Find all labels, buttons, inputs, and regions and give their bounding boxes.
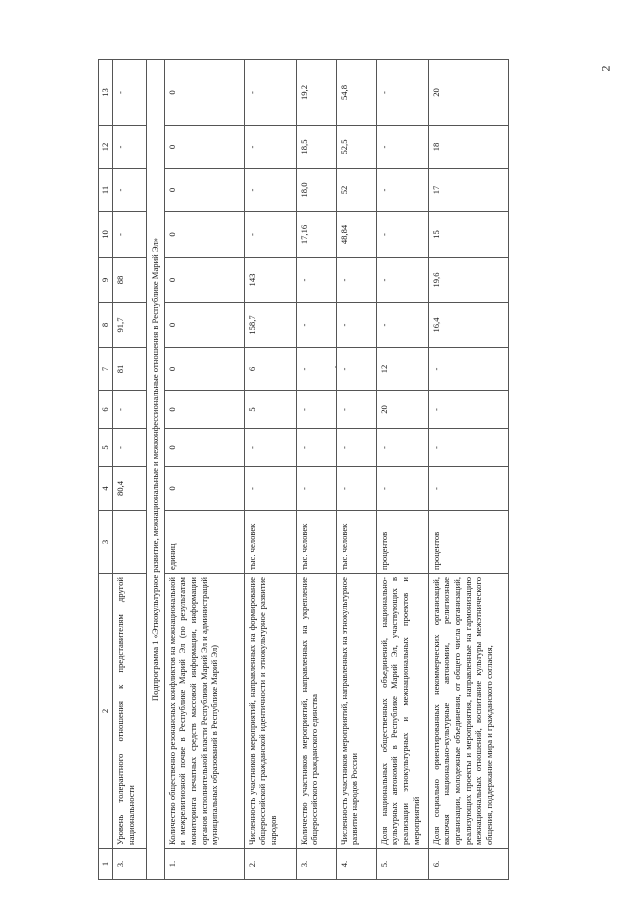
table-row (336, 60, 376, 880)
table-row (113, 60, 147, 880)
value-cell: - (244, 60, 296, 126)
value-cell: 20 (376, 391, 428, 429)
column-header: 9 (99, 258, 113, 303)
row-number: 3. (296, 849, 336, 880)
indicator-name: Количество участников мероприятий, направленных на укрепление общероссийского гражданского единства (296, 574, 336, 849)
value-cell: - (296, 303, 336, 348)
value-cell: 52,5 (336, 126, 376, 169)
value-cell: - (113, 169, 147, 212)
value-cell: - (428, 391, 508, 429)
value-cell: - (296, 391, 336, 429)
value-cell: - (376, 303, 428, 348)
value-cell: - (336, 429, 376, 467)
value-cell: 0 (164, 212, 244, 258)
value-cell: 0 (164, 60, 244, 126)
value-cell: 88 (113, 258, 147, 303)
table-row (244, 60, 296, 880)
value-cell: 0 (164, 169, 244, 212)
value-cell: 48,84 (336, 212, 376, 258)
indicator-name: Численность участников мероприятий, направленных на формирование общероссийской гражданской идентичности и этнокультурное развитие народов (244, 574, 296, 849)
value-cell: - (376, 169, 428, 212)
value-cell: 91,7 (113, 303, 147, 348)
value-cell: 158,7 (244, 303, 296, 348)
column-header: 5 (99, 429, 113, 467)
value-cell: - (113, 212, 147, 258)
value-cell: 17,16 (296, 212, 336, 258)
table-row (296, 60, 336, 880)
table-row (164, 60, 244, 880)
column-header: 13 (99, 60, 113, 126)
value-cell: 0 (164, 258, 244, 303)
value-cell: - (244, 212, 296, 258)
unit-cell (113, 511, 147, 574)
indicator-name: Уровень толерантного отношения к представителям другой национальности (113, 574, 147, 849)
indicator-name: Доля социально ориентированных некоммерческих организаций, включая национально-культурные автономии, религиозные организации, молодежные объединения, от общего числа организаций, реализующих проекты и мероприятия, направленные на гармонизацию межнациональных отношений, воспитание культуры межэтнического общения, поддержание мира и гражданского согласия, (428, 574, 508, 849)
indicator-name: Доля национальных общественных объединений, национально-культурных автономий в Республике Марий Эл, участвующих в реализации этнокультурных и межнациональных проектов и мероприятий (376, 574, 428, 849)
value-cell: 54,8 (336, 60, 376, 126)
value-cell: - (113, 60, 147, 126)
value-cell: - (244, 169, 296, 212)
value-cell: - (244, 467, 296, 511)
value-cell: 20 (428, 60, 508, 126)
value-cell: - (244, 429, 296, 467)
value-cell: 19,6 (428, 258, 508, 303)
value-cell: 18,5 (296, 126, 336, 169)
value-cell: - (113, 429, 147, 467)
row-number: 1. (164, 849, 244, 880)
row-number: 5. (376, 849, 428, 880)
value-cell: - (336, 467, 376, 511)
unit-cell: тыс. человек (244, 511, 296, 574)
value-cell: 16,4 (428, 303, 508, 348)
rotated-table-container (98, 60, 594, 880)
value-cell: 17 (428, 169, 508, 212)
value-cell: - (376, 429, 428, 467)
indicator-name: Численность участников мероприятий, направленных на этнокультурное развитие народов России (336, 574, 376, 849)
value-cell: - (113, 126, 147, 169)
unit-cell: тыс. человек (336, 511, 376, 574)
column-header: 10 (99, 212, 113, 258)
unit-cell: процентов (376, 511, 428, 574)
value-cell: - (244, 126, 296, 169)
row-number: 4. (336, 849, 376, 880)
value-cell: - (376, 60, 428, 126)
subprogram-title-row (147, 60, 165, 880)
value-cell: - (296, 429, 336, 467)
value-cell: 0 (164, 303, 244, 348)
value-cell: 6 (244, 348, 296, 391)
value-cell: 81 (113, 348, 147, 391)
row-number: 3. (113, 849, 147, 880)
value-cell: - (336, 303, 376, 348)
value-cell: 15 (428, 212, 508, 258)
column-header: 7 (99, 348, 113, 391)
page-number: 2 (598, 65, 613, 72)
subprogram-title: Подпрограмма 1 «Этнокультурное развитие, межнациональные и межконфессиональные отношения в Республике Марий Эл» (147, 60, 165, 880)
indicator-name: Количество общественно резонансных конфликтов на межнациональной и межрелигиозной почве в Республике Марий Эл (по результатам мониторинга печатных средств массовой информации, информации органов исполнительной власти Республики Марий Эл и администраций муниципальных образований в Республике Марий Эл) (164, 574, 244, 849)
value-cell: 80,4 (113, 467, 147, 511)
column-header: 8 (99, 303, 113, 348)
column-header: 6 (99, 391, 113, 429)
value-cell: 5 (244, 391, 296, 429)
column-header: 12 (99, 126, 113, 169)
value-cell: - (376, 258, 428, 303)
unit-cell: тыс. человек (296, 511, 336, 574)
value-cell: 0 (164, 429, 244, 467)
value-cell: 0 (164, 391, 244, 429)
indicators-table (98, 59, 509, 880)
value-cell: 143 (244, 258, 296, 303)
value-cell: - (336, 348, 376, 391)
value-cell: - (428, 348, 508, 391)
value-cell: - (428, 467, 508, 511)
value-cell: 0 (164, 467, 244, 511)
value-cell: - (336, 391, 376, 429)
value-cell: 52 (336, 169, 376, 212)
value-cell: - (296, 258, 336, 303)
value-cell: - (296, 467, 336, 511)
value-cell: 12 (376, 348, 428, 391)
row-number: 2. (244, 849, 296, 880)
table-row (428, 60, 508, 880)
column-header: 2 (99, 574, 113, 849)
value-cell: - (376, 212, 428, 258)
value-cell: 0 (164, 348, 244, 391)
value-cell: - (376, 467, 428, 511)
value-cell: - (428, 429, 508, 467)
value-cell: 18,0 (296, 169, 336, 212)
value-cell: 19,2 (296, 60, 336, 126)
column-header: 1 (99, 849, 113, 880)
value-cell: - (296, 348, 336, 391)
table-header-row (99, 60, 113, 880)
value-cell: 0 (164, 126, 244, 169)
value-cell: - (336, 258, 376, 303)
value-cell: - (376, 126, 428, 169)
column-header: 4 (99, 467, 113, 511)
unit-cell: процентов (428, 511, 508, 574)
column-header: 3 (99, 511, 113, 574)
column-header: 11 (99, 169, 113, 212)
value-cell: - (113, 391, 147, 429)
value-cell: 18 (428, 126, 508, 169)
table-row (376, 60, 428, 880)
row-number: 6. (428, 849, 508, 880)
unit-cell: единиц (164, 511, 244, 574)
